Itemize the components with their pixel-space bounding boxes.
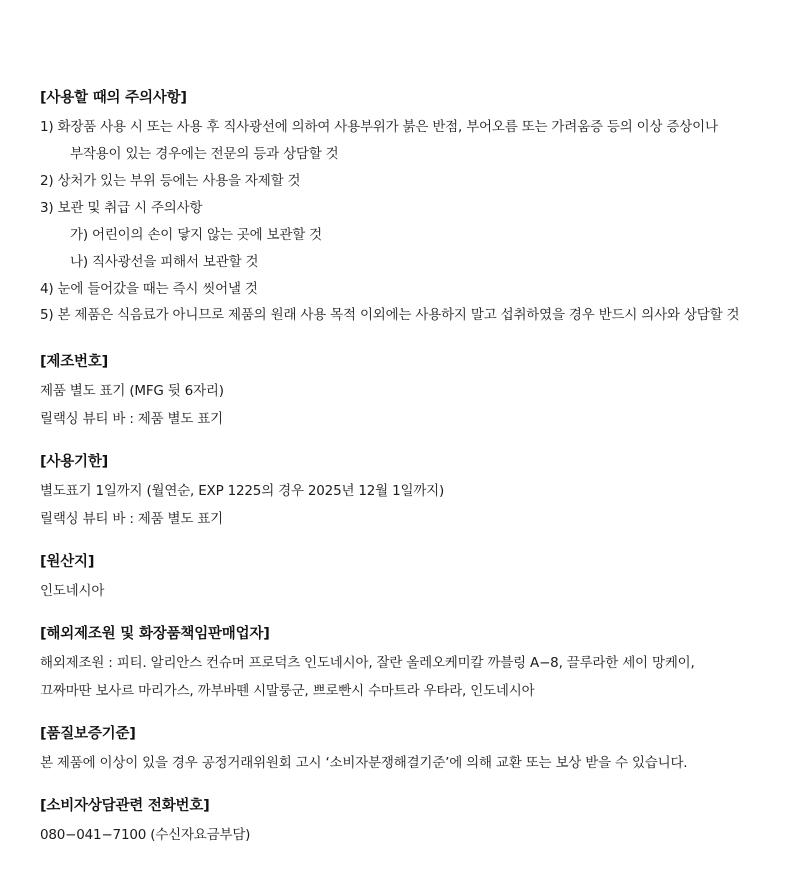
expiry-lines	[40, 481, 760, 530]
section-heading-consumer-phone: [소비자상담관련 전화번호]	[40, 797, 210, 814]
section-heading-quality-guarantee: [품질보증기준]	[40, 725, 136, 742]
consumer-phone-lines	[40, 825, 760, 846]
list-item: 릴랙싱 뷰티 바 : 제품 별도 표기	[40, 511, 223, 528]
precautions-list	[40, 117, 760, 326]
list-item: 1) 화장품 사용 시 또는 사용 후 직사광선에 의하여 사용부위가 붉은 반점, 부어오름 또는 가려움증 등의 이상 증상이나	[40, 119, 718, 135]
list-item: 제품 별도 표기 (MFG 뒷 6자리)	[40, 383, 224, 400]
list-item: 해외제조원 : 피티. 알리안스 컨슈머 프로덕츠 인도네시아, 잘란 올레오케미칼 까블링 A−8, 끌루라한 세이 망케이,	[40, 654, 695, 671]
list-item: 인도네시아	[40, 583, 105, 600]
section-overseas-manufacturer	[40, 622, 760, 702]
list-item: 080−041−7100 (수신자요금부담)	[40, 826, 251, 843]
quality-guarantee-lines	[40, 753, 760, 774]
origin-lines	[40, 581, 760, 602]
list-item: 가) 어린이의 손이 닿지 않는 곳에 보관할 것	[70, 226, 323, 243]
list-item: 5) 본 제품은 식음료가 아니므로 제품의 원래 사용 목적 이외에는 사용하지 말고 섭취하였을 경우 반드시 의사와 상담할 것	[40, 307, 740, 324]
overseas-manufacturer-lines	[40, 653, 760, 702]
section-heading-overseas-manufacturer: [해외제조원 및 화장품책임판매업자]	[40, 625, 270, 642]
section-origin	[40, 550, 760, 602]
list-item: 2) 상처가 있는 부위 등에는 사용을 자제할 것	[40, 172, 301, 189]
list-item: 릴랙싱 뷰티 바 : 제품 별도 표기	[40, 411, 223, 428]
section-manufacture-number	[40, 350, 760, 430]
list-item: 부작용이 있는 경우에는 전문의 등과 상담할 것	[70, 145, 339, 162]
list-item: 3) 보관 및 취급 시 주의사항	[40, 199, 203, 216]
list-item: 4) 눈에 들어갔을 때는 즉시 씻어낼 것	[40, 280, 258, 297]
list-item: 나) 직사광선을 피해서 보관할 것	[70, 253, 259, 270]
section-precautions	[40, 86, 760, 326]
section-consumer-phone	[40, 794, 760, 846]
section-heading-manufacture-number: [제조번호]	[40, 354, 109, 371]
section-expiry	[40, 450, 760, 530]
manufacture-number-lines	[40, 381, 760, 430]
list-item: 끄짜마딴 보사르 마리가스, 까부바뗀 시말룽군, 쁘로빤시 수마트라 우타라, 인도네시아	[40, 682, 535, 699]
section-heading-origin: [원산지]	[40, 554, 95, 571]
list-item: 본 제품에 이상이 있을 경우 공정거래위원회 고시 ‘소비자분쟁해결기준’에 의해 교환 또는 보상 받을 수 있습니다.	[40, 754, 688, 771]
section-heading-expiry: [사용기한]	[40, 454, 109, 471]
section-heading-precautions: [사용할 때의 주의사항]	[40, 90, 187, 106]
section-quality-guarantee	[40, 722, 760, 774]
list-item: 별도표기 1일까지 (월연순, EXP 1225의 경우 2025년 12월 1일까지)	[40, 483, 445, 500]
